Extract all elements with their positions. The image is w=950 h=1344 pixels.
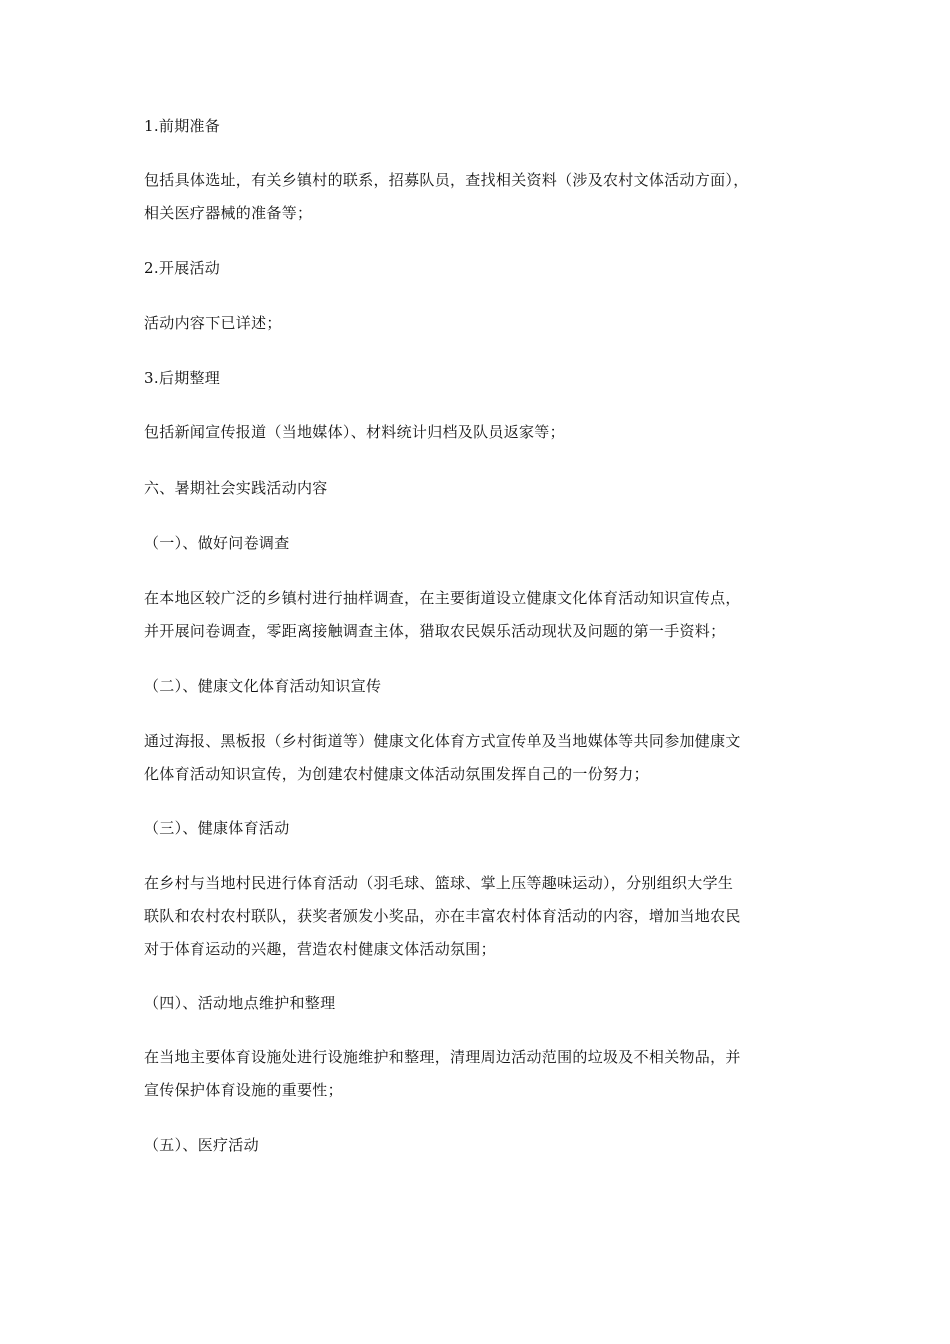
paragraph-activities [144,307,812,340]
heading-activities [144,252,812,285]
text-line: 对于体育运动的兴趣，营造农村健康文体活动氛围； [144,940,496,958]
text-line: 并开展问卷调查，零距离接触调查主体，猎取农民娱乐活动现状及问题的第一手资料； [144,622,726,640]
text-line: 2.开展活动 [144,259,221,277]
paragraph-promotion [144,725,812,791]
text-line: 3.后期整理 [144,369,221,387]
text-line: 1.前期准备 [144,117,221,135]
subheading-medical [144,1129,812,1162]
text-line: 活动内容下已详述； [144,314,282,332]
text-line: （三）、健康体育活动 [144,819,290,837]
subheading-maintenance [144,987,812,1020]
text-line: 包括新闻宣传报道（当地媒体）、材料统计归档及队员返家等； [144,423,565,441]
text-line: 宣传保护体育设施的重要性； [144,1081,343,1099]
text-line: 在乡村与当地村民进行体育活动（羽毛球、篮球、掌上压等趣味运动），分别组织大学生 [144,874,734,892]
paragraph-sports [144,867,812,966]
section-heading-content [144,472,812,505]
text-line: 通过海报、黑板报（乡村街道等）健康文化体育方式宣传单及当地媒体等共同参加健康文 [144,732,741,750]
paragraph-followup [144,416,812,449]
text-line: （四）、活动地点维护和整理 [144,994,336,1012]
text-line: 在本地区较广泛的乡镇村进行抽样调查，在主要街道设立健康文化体育活动知识宣传点， [144,589,741,607]
paragraph-survey [144,582,812,648]
heading-followup [144,362,812,395]
text-line: 六、暑期社会实践活动内容 [144,479,328,497]
paragraph-preparation [144,164,812,230]
text-line: 在当地主要体育设施处进行设施维护和整理，清理周边活动范围的垃圾及不相关物品，并 [144,1048,741,1066]
text-line: （一）、做好问卷调查 [144,534,290,552]
subheading-sports [144,812,812,845]
text-line: 联队和农村农村联队，获奖者颁发小奖品，亦在丰富农村体育活动的内容，增加当地农民 [144,907,741,925]
subheading-survey [144,527,812,560]
text-line: 化体育活动知识宣传，为创建农村健康文体活动氛围发挥自己的一份努力； [144,765,649,783]
text-line: （五）、医疗活动 [144,1136,259,1154]
paragraph-maintenance [144,1041,812,1107]
text-line: （二）、健康文化体育活动知识宣传 [144,677,382,695]
heading-preparation [144,110,812,143]
text-line: 相关医疗器械的准备等； [144,204,313,222]
text-line: 包括具体选址，有关乡镇村的联系，招募队员，查找相关资料（涉及农村文体活动方面）， [144,171,749,189]
subheading-promotion [144,670,812,703]
